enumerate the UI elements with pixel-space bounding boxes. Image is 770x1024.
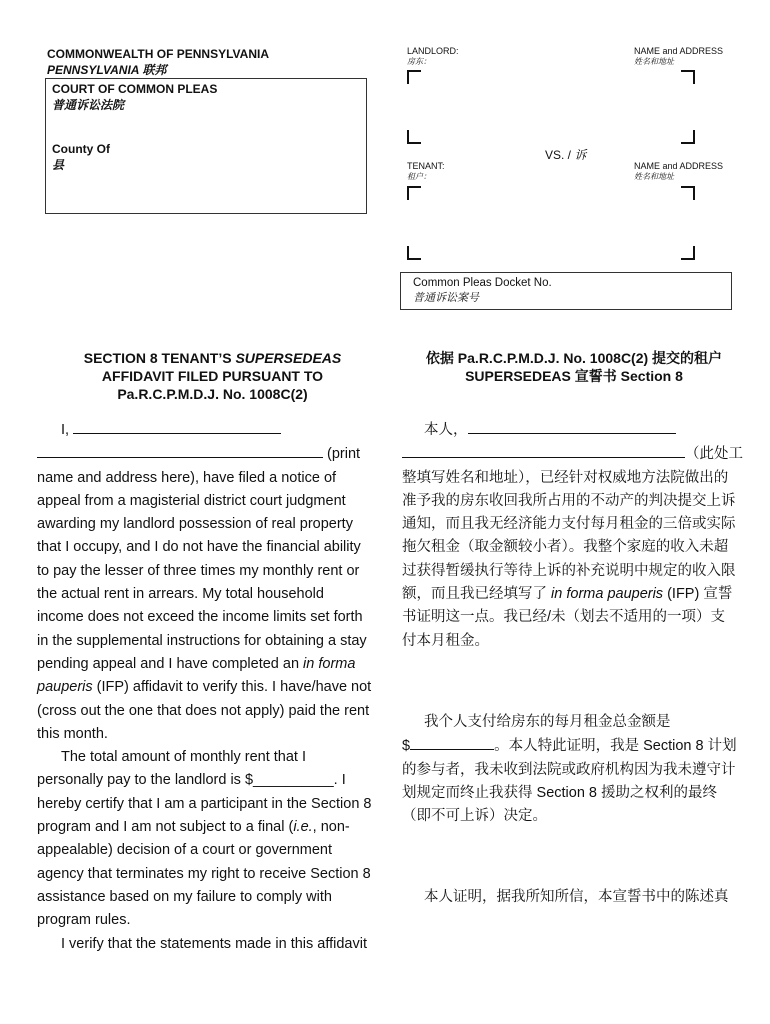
zh-line-12: $ 。本人特此证明，我是 Section 8 计划 <box>402 734 754 758</box>
court-box <box>45 78 367 214</box>
en-line-14: this month. <box>37 725 108 742</box>
zh-line-11: 我个人支付给房东的每月租金总金额是 <box>424 713 671 730</box>
title-chinese <box>400 349 748 385</box>
zh-line-13: 的参与者，我未收到法院或政府机构因为我未遵守计 <box>402 761 736 778</box>
docket-number-box[interactable] <box>400 272 732 310</box>
landlord-field-corner-tr <box>681 70 695 84</box>
en-line-1: I, <box>37 418 387 442</box>
en-line-21: assistance based on my failure to comply with <box>37 888 332 905</box>
en-line-13: (cross out the one that does not apply) paid the rent <box>37 702 370 719</box>
name-blank-1[interactable] <box>73 418 281 434</box>
rent-blank-zh[interactable] <box>410 734 494 750</box>
en-line-16: personally pay to the landlord is $__________. I <box>37 772 346 789</box>
tenant-label-zh: 租户： <box>407 172 431 181</box>
en-line-5: awarding my landlord possession of real property <box>37 516 353 533</box>
title-zh-line2: SUPERSEDEAS 宣誓书 Section 8 <box>465 368 683 384</box>
tenant-field-corner-bl <box>407 246 421 260</box>
landlord-field-corner-bl <box>407 130 421 144</box>
en-line-19: appealable) decision of a court or government <box>37 842 333 859</box>
tenant-name-address-label: NAME and ADDRESS <box>634 161 724 171</box>
name-blank-2[interactable] <box>37 442 323 458</box>
name-blank-zh-2[interactable] <box>402 442 685 458</box>
zh-line-16: 本人证明，据我所知所信，本宣誓书中的陈述真 <box>424 889 729 906</box>
en-line-2: (print <box>37 442 387 466</box>
en-line-9: income does not exceed the income limits set forth <box>37 609 363 626</box>
title-en-line3: Pa.R.C.P.M.D.J. No. 1008C(2) <box>117 386 308 402</box>
zh-line-7: 过获得暂缓执行等待上诉的补充说明中规定的收入限 <box>402 562 736 579</box>
court-name: COURT OF COMMON PLEAS <box>52 82 218 96</box>
affidavit-body-chinese <box>402 418 754 910</box>
tenant-name-address-label-zh: 姓名和地址 <box>634 172 674 181</box>
en-line-4: appeal from a magisterial district court judgment <box>37 492 346 509</box>
en-line-23: I verify that the statements made in this affidavit <box>61 935 367 952</box>
zh-line-1: 本人， <box>402 418 754 442</box>
zh-spacer-2 <box>402 828 754 886</box>
zh-line-5: 通知，而且我无经济能力支付每月租金的三倍或实际 <box>402 516 736 533</box>
tenant-field-corner-br <box>681 246 695 260</box>
en-line-20: agency that terminates my right to receive Section 8 <box>37 865 371 882</box>
tenant-field-corner-tr <box>681 186 695 200</box>
en-line-8: the actual rent in arrears. My total household <box>37 586 324 603</box>
en-line-18: program and I am not subject to a final (i.e., non- <box>37 819 350 836</box>
zh-line-4: 准予我的房东收回我所占用的不动产的判决提交上诉 <box>402 492 736 509</box>
title-zh-line1: 依据 Pa.R.C.P.M.D.J. No. 1008C(2) 提交的租户 <box>425 350 723 366</box>
landlord-field-corner-tl <box>407 70 421 84</box>
versus-text: VS. / <box>545 148 572 162</box>
zh-spacer-1 <box>402 653 754 711</box>
title-en-line1a: SECTION 8 TENANT’S <box>83 350 236 366</box>
zh-line-6: 拖欠租金（取金额较小者）。我整个家庭的收入未超 <box>402 539 729 556</box>
en-line-3: name and address here), have filed a notice of <box>37 469 337 486</box>
name-blank-zh-1[interactable] <box>468 418 676 434</box>
landlord-field-corner-br <box>681 130 695 144</box>
commonwealth-heading-zh: PENNSYLVANIA 联邦 <box>47 63 167 77</box>
en-line-6: that I occupy, and I do not have the financial ability <box>37 539 361 556</box>
versus-label <box>545 146 586 163</box>
title-english <box>40 349 385 403</box>
tenant-label: TENANT: <box>407 161 445 171</box>
zh-line-2: （此处工 <box>402 442 754 466</box>
versus-text-zh: 诉 <box>574 148 587 162</box>
zh-line-8: 额，而且我已经填写了 in forma pauperis (IFP) 宣誓 <box>402 586 733 603</box>
tenant-field-corner-tl <box>407 186 421 200</box>
en-line-15: The total amount of monthly rent that I <box>61 749 307 766</box>
zh-line-9: 书证明这一点。我已经/未（划去不适用的一项）支 <box>402 609 726 626</box>
landlord-label: LANDLORD: <box>407 46 459 56</box>
docket-label-zh: 普通诉讼案号 <box>413 292 479 304</box>
en-line-7: to pay the lesser of three times my monthly rent or <box>37 562 360 579</box>
en-line-10: in the supplemental instructions for obtaining a stay <box>37 632 367 649</box>
county-label: County Of <box>52 142 110 156</box>
affidavit-body-english <box>37 418 387 956</box>
landlord-name-address-label: NAME and ADDRESS <box>634 46 724 56</box>
docket-label: Common Pleas Docket No. <box>413 277 552 289</box>
en-line-12: pauperis (IFP) affidavit to verify this. I have/have not <box>37 679 372 696</box>
court-name-zh: 普通诉讼法院 <box>52 98 125 112</box>
zh-line-14: 划规定而终止我获得 Section 8 援助之权利的最终 <box>402 784 718 801</box>
en-line-11: pending appeal and I have completed an in forma <box>37 655 356 672</box>
commonwealth-heading: COMMONWEALTH OF PENNSYLVANIA <box>47 47 269 61</box>
zh-line-15: （即不可上诉）决定。 <box>402 808 547 825</box>
zh-line-10: 付本月租金。 <box>402 632 489 649</box>
title-en-line2: AFFIDAVIT FILED PURSUANT TO <box>101 368 324 384</box>
en-line-17: hereby certify that I am a participant in the Section 8 <box>37 795 372 812</box>
landlord-name-address-label-zh: 姓名和地址 <box>634 57 674 66</box>
landlord-label-zh: 房东： <box>407 57 431 66</box>
title-en-line1b: SUPERSEDEAS <box>235 350 342 366</box>
en-line-22: program rules. <box>37 912 131 929</box>
county-label-zh: 县 <box>52 158 65 172</box>
zh-line-3: 整填写姓名和地址），已经针对权威地方法院做出的 <box>402 469 729 486</box>
